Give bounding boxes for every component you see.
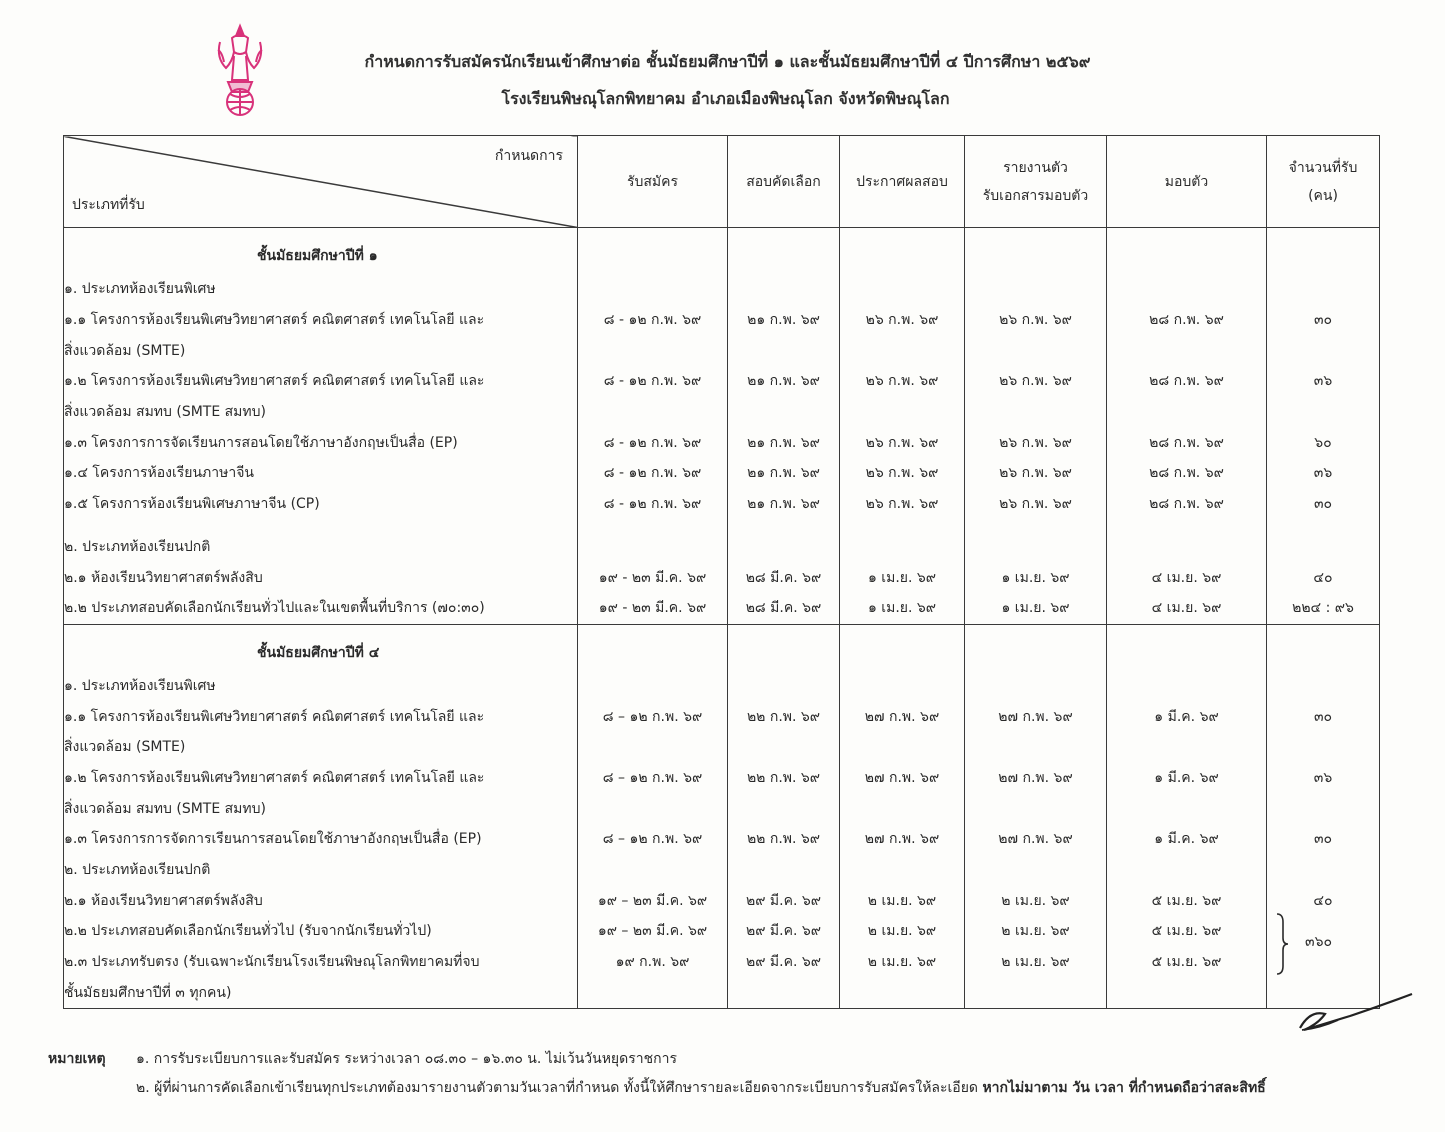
enroll-date: ๑ มี.ค. ๖๙	[1107, 763, 1267, 794]
category-label: ๑. ประเภทห้องเรียนพิเศษ	[64, 274, 578, 305]
report-date: ๒ เม.ย. ๖๙	[965, 916, 1107, 947]
program-label: ๒.๑ ห้องเรียนวิทยาศาสตร์พลังสิบ	[64, 885, 578, 916]
table-row	[64, 885, 1380, 916]
enroll-date: ๕ เม.ย. ๖๙	[1107, 916, 1267, 947]
program-label: ๑.๕ โครงการห้องเรียนพิเศษภาษาจีน (CP)	[64, 489, 578, 520]
program-label-cont: สิ่งแวดล้อม สมทบ (SMTE สมทบ)	[64, 397, 578, 428]
grade-heading: ชั้นมัธยมศึกษาปีที่ ๔	[257, 644, 380, 661]
enroll-date: ๑ มี.ค. ๖๙	[1107, 701, 1267, 732]
announce-date: ๒๖ ก.พ. ๖๙	[840, 427, 965, 458]
category-row	[64, 671, 1380, 702]
table-row-cont	[64, 397, 1380, 428]
table-header-row	[64, 136, 1380, 228]
table-row-cont	[64, 335, 1380, 366]
table-row	[64, 489, 1380, 520]
program-label-cont: สิ่งแวดล้อม สมทบ (SMTE สมทบ)	[64, 793, 578, 824]
table-row	[64, 947, 1380, 978]
note-1	[48, 1048, 677, 1070]
apply-date: ๑๙ - ๒๓ มี.ค. ๖๙	[578, 562, 728, 593]
note-2-emphasis: หากไม่มาตาม วัน เวลา ที่กำหนดถือว่าสละสิทธิ์	[982, 1080, 1266, 1096]
exam-date: ๒๑ ก.พ. ๖๙	[728, 427, 840, 458]
header-count	[1267, 136, 1380, 228]
grade-heading: ชั้นมัธยมศึกษาปีที่ ๑	[257, 248, 378, 264]
program-label: ๑.๒ โครงการห้องเรียนพิเศษวิทยาศาสตร์ คณิตศาสตร์ เทคโนโลยี และ	[64, 763, 578, 794]
apply-date: ๑๙ – ๒๓ มี.ค. ๖๙	[578, 885, 728, 916]
spacer-row	[64, 520, 1380, 532]
table-row	[64, 593, 1380, 624]
exam-date: ๒๒ ก.พ. ๖๙	[728, 824, 840, 855]
program-label: ๑.๑ โครงการห้องเรียนพิเศษวิทยาศาสตร์ คณิตศาสตร์ เทคโนโลยี และ	[64, 701, 578, 732]
header-exam: สอบคัดเลือก	[728, 136, 840, 228]
program-label: ๑.๓ โครงการการจัดการเรียนการสอนโดยใช้ภาษาอังกฤษเป็นสื่อ (EP)	[64, 824, 578, 855]
program-label: ๑.๓ โครงการการจัดเรียนการสอนโดยใช้ภาษาอังกฤษเป็นสื่อ (EP)	[64, 427, 578, 458]
brace-icon	[1275, 912, 1289, 976]
exam-date: ๒๙ มี.ค. ๖๙	[728, 885, 840, 916]
report-date: ๒๗ ก.พ. ๖๙	[965, 824, 1107, 855]
table-row	[64, 305, 1380, 336]
table-row-cont	[64, 732, 1380, 763]
exam-date: ๒๘ มี.ค. ๖๙	[728, 593, 840, 624]
exam-date: ๒๑ ก.พ. ๖๙	[728, 305, 840, 336]
report-date: ๑ เม.ย. ๖๙	[965, 562, 1107, 593]
exam-date: ๒๑ ก.พ. ๖๙	[728, 458, 840, 489]
seat-count: ๓๐	[1267, 489, 1380, 520]
apply-date: ๘ - ๑๒ ก.พ. ๖๙	[578, 489, 728, 520]
apply-date: ๘ - ๑๒ ก.พ. ๖๙	[578, 366, 728, 397]
program-label-cont: ชั้นมัธยมศึกษาปีที่ ๓ ทุกคน)	[64, 977, 578, 1008]
announce-date: ๒๖ ก.พ. ๖๙	[840, 489, 965, 520]
report-date: ๒ เม.ย. ๖๙	[965, 947, 1107, 978]
header-report-line2: รับเอกสารมอบตัว	[982, 187, 1089, 204]
signature-icon	[1290, 990, 1415, 1035]
header-enroll: มอบตัว	[1107, 136, 1267, 228]
announce-date: ๒ เม.ย. ๖๙	[840, 916, 965, 947]
page-title: กำหนดการรับสมัครนักเรียนเข้าศึกษาต่อ ชั้นมัธยมศึกษาปีที่ ๑ และชั้นมัธยมศึกษาปีที่ ๔ ปีการศึกษา ๒๕๖๙	[364, 52, 1091, 71]
note-1-text: ๑. การรับระเบียบการและรับสมัคร ระหว่างเวลา ๐๘.๓๐ – ๑๖.๓๐ น. ไม่เว้นวันหยุดราชการ	[136, 1051, 677, 1067]
seat-count: ๓๐	[1267, 701, 1380, 732]
program-label: ๒.๒ ประเภทสอบคัดเลือกนักเรียนทั่วไป (รับจากนักเรียนทั่วไป)	[64, 916, 578, 947]
program-label: ๑.๔ โครงการห้องเรียนภาษาจีน	[64, 458, 578, 489]
announce-date: ๒๖ ก.พ. ๖๙	[840, 458, 965, 489]
table-row	[64, 824, 1380, 855]
category-label: ๒. ประเภทห้องเรียนปกติ	[64, 532, 578, 563]
header-corner-type: ประเภทที่รับ	[72, 197, 145, 213]
table-row-cont	[64, 977, 1380, 1008]
page-subtitle: โรงเรียนพิษณุโลกพิทยาคม อำเภอเมืองพิษณุโลก จังหวัดพิษณุโลก	[501, 89, 950, 108]
program-label: ๒.๒ ประเภทสอบคัดเลือกนักเรียนทั่วไปและในเขตพื้นที่บริการ (๗๐:๓๐)	[64, 593, 578, 624]
header-apply: รับสมัคร	[578, 136, 728, 228]
header-count-line2: (คน)	[1308, 187, 1338, 204]
table-row	[64, 458, 1380, 489]
announce-date: ๒๗ ก.พ. ๖๙	[840, 763, 965, 794]
apply-date: ๘ – ๑๒ ก.พ. ๖๙	[578, 701, 728, 732]
announce-date: ๒๗ ก.พ. ๖๙	[840, 701, 965, 732]
seat-count: ๓๐	[1267, 305, 1380, 336]
report-date: ๑ เม.ย. ๖๙	[965, 593, 1107, 624]
report-date: ๒๖ ก.พ. ๖๙	[965, 489, 1107, 520]
exam-date: ๒๙ มี.ค. ๖๙	[728, 916, 840, 947]
enroll-date: ๔ เม.ย. ๖๙	[1107, 593, 1267, 624]
announce-date: ๒๖ ก.พ. ๖๙	[840, 305, 965, 336]
announce-date: ๑ เม.ย. ๖๙	[840, 593, 965, 624]
seat-count: ๓๖	[1267, 763, 1380, 794]
table-row	[64, 562, 1380, 593]
announce-date: ๒๗ ก.พ. ๖๙	[840, 824, 965, 855]
apply-date: ๑๙ - ๒๓ มี.ค. ๖๙	[578, 593, 728, 624]
seat-count: ๔๐	[1267, 562, 1380, 593]
header-report	[965, 136, 1107, 228]
schedule-table	[63, 135, 1380, 1009]
report-date: ๒๗ ก.พ. ๖๙	[965, 701, 1107, 732]
apply-date: ๘ – ๑๒ ก.พ. ๖๙	[578, 824, 728, 855]
table-row	[64, 366, 1380, 397]
header-corner-cell	[64, 136, 578, 228]
category-row	[64, 274, 1380, 305]
seat-count: ๒๒๔ : ๙๖	[1267, 593, 1380, 624]
category-row	[64, 532, 1380, 563]
seat-count: ๔๐	[1267, 885, 1380, 916]
enroll-date: ๒๘ ก.พ. ๖๙	[1107, 366, 1267, 397]
announce-date: ๒ เม.ย. ๖๙	[840, 885, 965, 916]
report-date: ๒๗ ก.พ. ๖๙	[965, 763, 1107, 794]
note-2-text: ๒. ผู้ที่ผ่านการคัดเลือกเข้าเรียนทุกประเภทต้องมารายงานตัวตามวันเวลาที่กำหนด ทั้งนี้ให้ศึกษารายละเอียดจากระเบียบการรับสมัครให้ละเอียด	[136, 1080, 983, 1096]
program-label: ๑.๒ โครงการห้องเรียนพิเศษวิทยาศาสตร์ คณิตศาสตร์ เทคโนโลยี และ	[64, 366, 578, 397]
exam-date: ๒๒ ก.พ. ๖๙	[728, 763, 840, 794]
program-label-cont: สิ่งแวดล้อม (SMTE)	[64, 335, 578, 366]
exam-date: ๒๙ มี.ค. ๖๙	[728, 947, 840, 978]
report-date: ๒๖ ก.พ. ๖๙	[965, 305, 1107, 336]
category-label: ๒. ประเภทห้องเรียนปกติ	[64, 855, 578, 886]
enroll-date: ๕ เม.ย. ๖๙	[1107, 947, 1267, 978]
table-row-cont	[64, 793, 1380, 824]
apply-date: ๑๙ ก.พ. ๖๙	[578, 947, 728, 978]
program-label: ๒.๑ ห้องเรียนวิทยาศาสตร์พลังสิบ	[64, 562, 578, 593]
table-row	[64, 916, 1380, 947]
exam-date: ๒๑ ก.พ. ๖๙	[728, 366, 840, 397]
table-row	[64, 427, 1380, 458]
apply-date: ๘ - ๑๒ ก.พ. ๖๙	[578, 427, 728, 458]
header-count-line1: จำนวนที่รับ	[1288, 159, 1358, 176]
note-2	[136, 1077, 1266, 1099]
combined-seat-count: ๓๖๐	[1305, 934, 1333, 951]
announce-date: ๒๖ ก.พ. ๖๙	[840, 366, 965, 397]
apply-date: ๑๙ – ๒๓ มี.ค. ๖๙	[578, 916, 728, 947]
seat-count: ๓๖	[1267, 366, 1380, 397]
seat-count: ๖๐	[1267, 427, 1380, 458]
enroll-date: ๕ เม.ย. ๖๙	[1107, 885, 1267, 916]
header-corner-schedule: กำหนดการ	[494, 148, 563, 164]
program-label-cont: สิ่งแวดล้อม (SMTE)	[64, 732, 578, 763]
enroll-date: ๔ เม.ย. ๖๙	[1107, 562, 1267, 593]
category-label: ๑. ประเภทห้องเรียนพิเศษ	[64, 671, 578, 702]
apply-date: ๘ - ๑๒ ก.พ. ๖๙	[578, 305, 728, 336]
combined-count-cell	[1267, 916, 1380, 951]
apply-date: ๘ - ๑๒ ก.พ. ๖๙	[578, 458, 728, 489]
table-row	[64, 701, 1380, 732]
report-date: ๒๖ ก.พ. ๖๙	[965, 366, 1107, 397]
enroll-date: ๒๘ ก.พ. ๖๙	[1107, 458, 1267, 489]
seat-count: ๓๐	[1267, 824, 1380, 855]
category-row	[64, 855, 1380, 886]
announce-date: ๒ เม.ย. ๖๙	[840, 947, 965, 978]
table-row	[64, 763, 1380, 794]
apply-date: ๘ – ๑๒ ก.พ. ๖๙	[578, 763, 728, 794]
announce-date: ๑ เม.ย. ๖๙	[840, 562, 965, 593]
program-label: ๑.๑ โครงการห้องเรียนพิเศษวิทยาศาสตร์ คณิตศาสตร์ เทคโนโลยี และ	[64, 305, 578, 336]
report-date: ๒๖ ก.พ. ๖๙	[965, 458, 1107, 489]
enroll-date: ๑ มี.ค. ๖๙	[1107, 824, 1267, 855]
seat-count: ๓๖	[1267, 458, 1380, 489]
report-date: ๒๖ ก.พ. ๖๙	[965, 427, 1107, 458]
header-report-line1: รายงานตัว	[1003, 159, 1068, 176]
exam-date: ๒๘ มี.ค. ๖๙	[728, 562, 840, 593]
exam-date: ๒๑ ก.พ. ๖๙	[728, 489, 840, 520]
exam-date: ๒๒ ก.พ. ๖๙	[728, 701, 840, 732]
enroll-date: ๒๘ ก.พ. ๖๙	[1107, 305, 1267, 336]
header-announce: ประกาศผลสอบ	[840, 136, 965, 228]
enroll-date: ๒๘ ก.พ. ๖๙	[1107, 489, 1267, 520]
grade-row	[64, 624, 1380, 671]
notes-label: หมายเหตุ	[48, 1051, 106, 1067]
enroll-date: ๒๘ ก.พ. ๖๙	[1107, 427, 1267, 458]
report-date: ๒ เม.ย. ๖๙	[965, 885, 1107, 916]
program-label: ๒.๓ ประเภทรับตรง (รับเฉพาะนักเรียนโรงเรียนพิษณุโลกพิทยาคมที่จบ	[64, 947, 578, 978]
grade-row	[64, 228, 1380, 275]
